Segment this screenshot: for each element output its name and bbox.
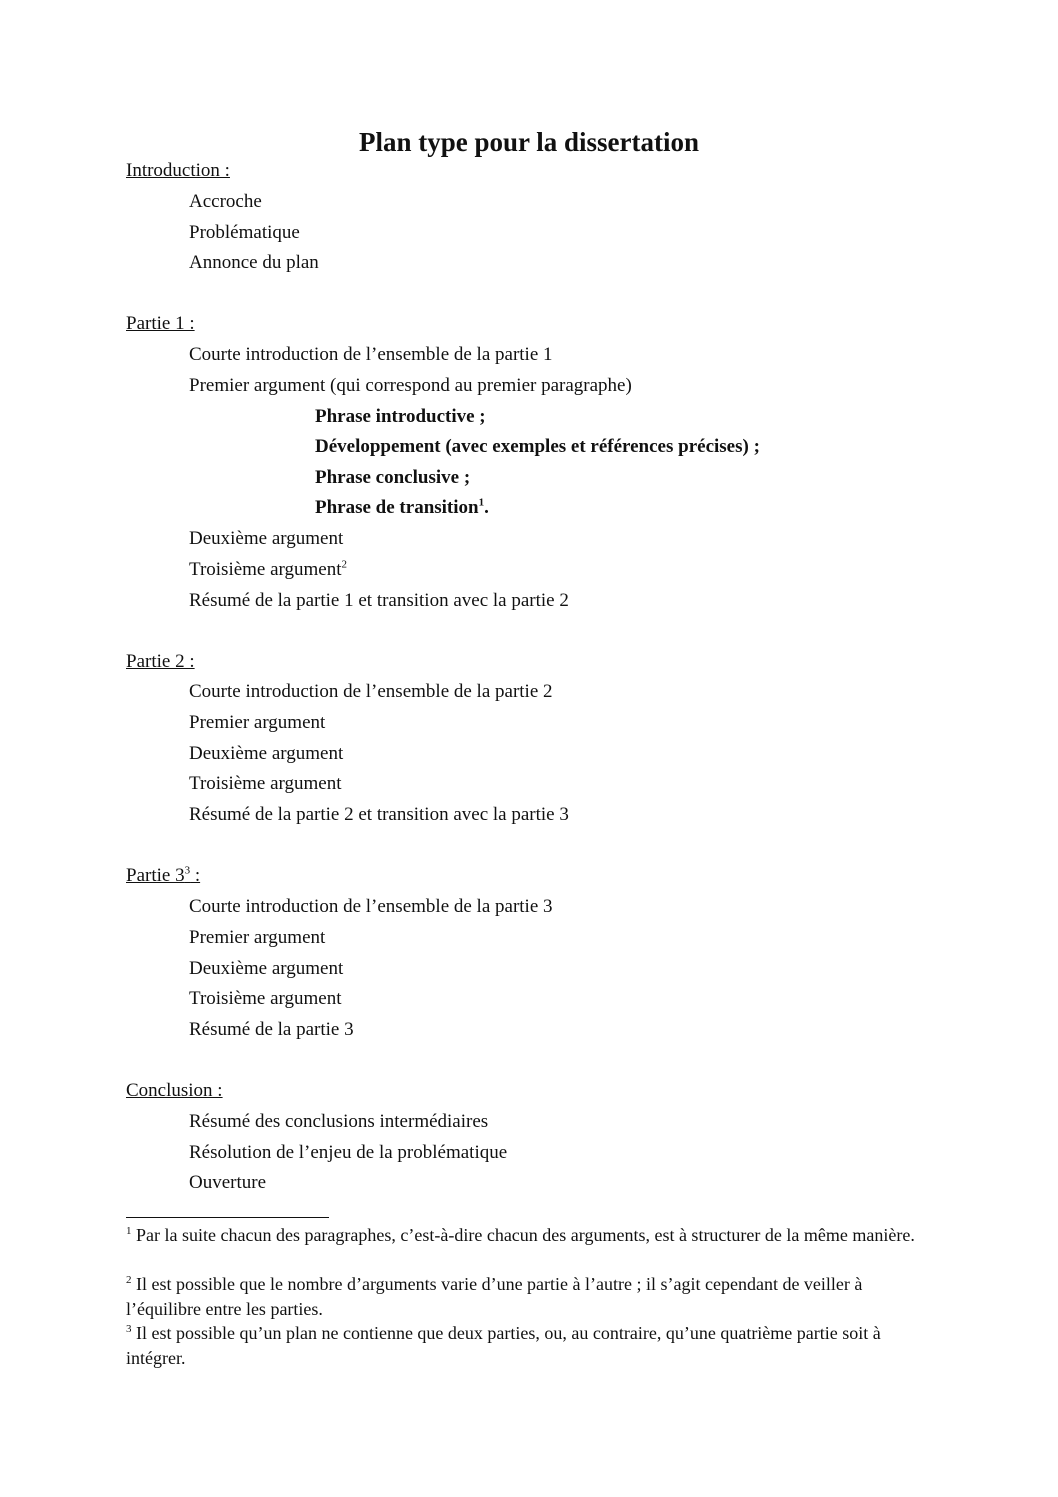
footnote-separator: [126, 1217, 329, 1218]
list-item: Deuxième argument: [189, 528, 344, 549]
paragraph-structure-item: Phrase introductive ;: [315, 406, 486, 427]
section-heading-partie-2: Partie 2 :: [126, 651, 195, 672]
section-heading-partie-3: [126, 864, 200, 888]
footnote-text: Il est possible que le nombre d’arguments varie d’une partie à l’autre ; il s’agit cependant de veiller à l’équilibre entre les parties.: [126, 1274, 863, 1319]
paragraph-structure-item: [315, 496, 489, 520]
footnote-ref-2[interactable]: 2: [341, 558, 348, 571]
list-item: Ouverture: [189, 1172, 267, 1193]
heading-colon: :: [190, 865, 201, 886]
footnote-ref-3[interactable]: 3: [184, 864, 191, 877]
footnote-3: [126, 1321, 931, 1370]
list-item: Premier argument: [189, 927, 326, 948]
footnote-2: [126, 1272, 931, 1321]
list-item: Courte introduction de l’ensemble de la partie 2: [189, 681, 553, 702]
transition-label: Phrase de transition: [315, 497, 479, 518]
list-item: Deuxième argument: [189, 743, 344, 764]
list-item: Annonce du plan: [189, 252, 319, 273]
list-item: Deuxième argument: [189, 958, 344, 979]
list-item: Courte introduction de l’ensemble de la partie 1: [189, 344, 553, 365]
list-item: Résumé de la partie 2 et transition avec la partie 3: [189, 804, 569, 825]
footnote-1: [126, 1223, 931, 1248]
footnote-text: Par la suite chacun des paragraphes, c’est-à-dire chacun des arguments, est à structurer de la même manière.: [131, 1225, 915, 1245]
footnote-number: 3: [126, 1323, 132, 1335]
heading-text: Partie 3: [126, 865, 185, 886]
paragraph-structure-item: Développement (avec exemples et références précises) ;: [315, 436, 760, 457]
list-item: [189, 558, 347, 582]
list-item: Accroche: [189, 191, 262, 212]
footnote-text: Il est possible qu’un plan ne contienne que deux parties, ou, au contraire, qu’une quatrième partie soit à intégrer.: [126, 1323, 881, 1368]
section-heading-partie-1: Partie 1 :: [126, 313, 195, 334]
list-item: Premier argument (qui correspond au premier paragraphe): [189, 375, 632, 396]
list-item: Résumé de la partie 1 et transition avec la partie 2: [189, 590, 569, 611]
list-item: Résolution de l’enjeu de la problématique: [189, 1142, 508, 1163]
transition-period: .: [484, 497, 489, 518]
page-title: Plan type pour la dissertation: [358, 127, 700, 157]
section-heading-conclusion: Conclusion :: [126, 1080, 223, 1101]
paragraph-structure-item: Phrase conclusive ;: [315, 467, 471, 488]
list-item: Courte introduction de l’ensemble de la partie 3: [189, 896, 553, 917]
section-heading-introduction: Introduction :: [126, 160, 230, 181]
list-item: Résumé des conclusions intermédiaires: [189, 1111, 489, 1132]
footnote-number: 1: [126, 1225, 132, 1237]
list-item-text: Troisième argument: [189, 559, 342, 580]
footnote-ref-1[interactable]: 1: [478, 496, 485, 509]
list-item: Premier argument: [189, 712, 326, 733]
list-item: Problématique: [189, 222, 300, 243]
list-item: Troisième argument: [189, 988, 342, 1009]
footnote-number: 2: [126, 1274, 132, 1286]
list-item: Troisième argument: [189, 773, 342, 794]
list-item: Résumé de la partie 3: [189, 1019, 354, 1040]
